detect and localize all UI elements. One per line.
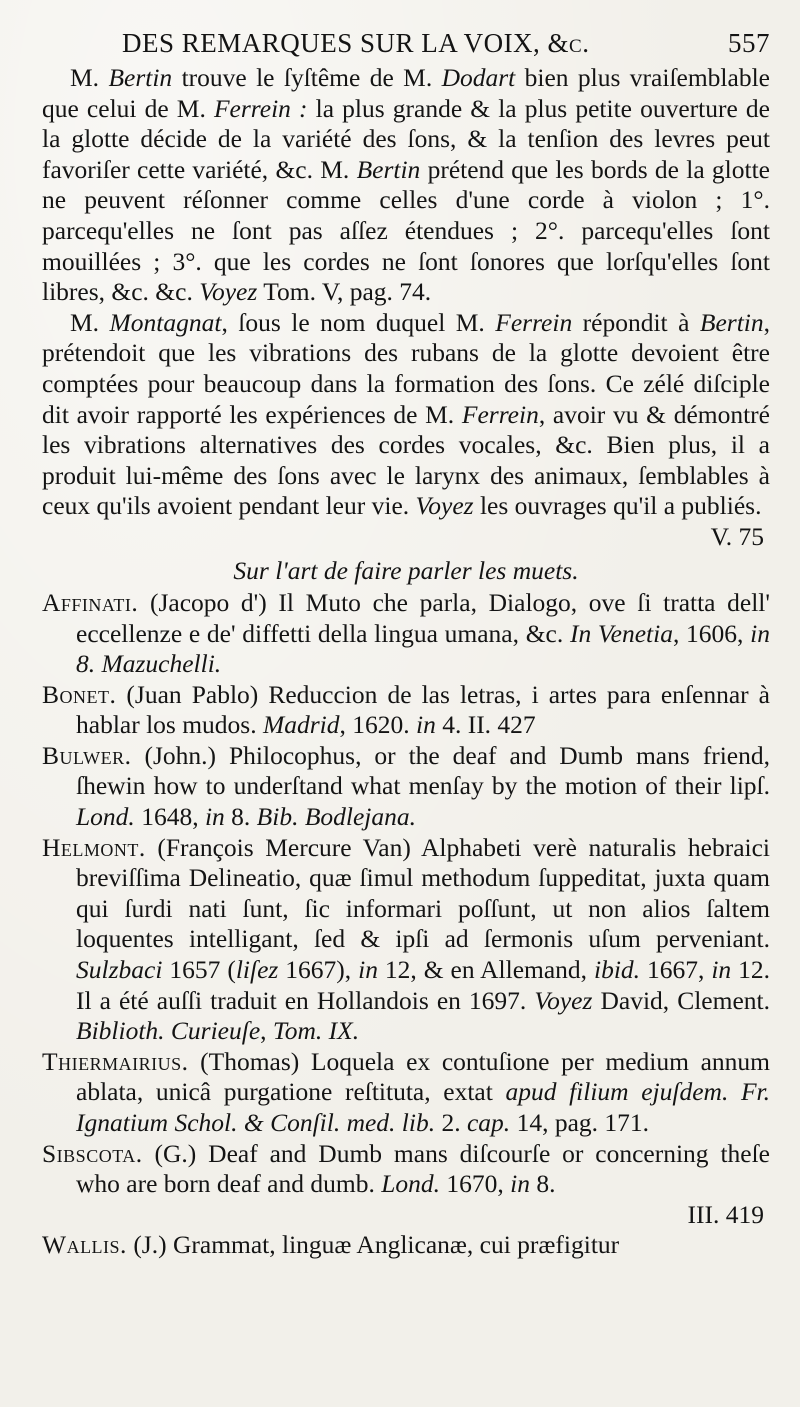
paragraph-bertin [42,63,770,308]
italic-text: Bib. Bodlejana. [256,802,417,832]
italic-text: Voyez [415,491,474,521]
italic-text: Bertin [699,307,764,337]
text-run: trouve le ſyſtême de M. [172,63,442,92]
italic-text: apud filium ejuſdem. Fr. Ignatium Schol. & Conſil. med. lib. [76,1077,770,1137]
italic-text: Ferrein : [213,93,308,123]
running-header [122,28,770,59]
text-run: 8. [529,1169,556,1199]
section-title: Sur l'art de faire parler les muets. [233,555,579,585]
text-run: , [260,1016,273,1046]
text-run: 2. [435,1108,467,1137]
author-name: Wallis. [42,1229,127,1259]
page-number: 557 [728,28,770,58]
text-run: , prétendoit que les vibrations des rubans de la glotte devoient être comptées pour beaucoup dans la formation des ſons. Ce zélé diſciple dit avoir rapporté les expériences de M. [42,307,770,429]
volume-reference: III. 419 [687,1199,764,1229]
italic-text: in [711,955,732,985]
text-run: bien plus vraiſemblable que celui de M. [42,63,770,123]
italic-text: Montagnat [109,307,222,337]
text-run: (Thomas) Loquela ex contuſione per medium annum ablata, unicâ purgatione reſtituta, extat [76,1046,770,1107]
text-run: 12, & en Allemand, [377,955,595,985]
text-run: David, Clement. [592,985,770,1015]
italic-text: in 8. Mazuchelli. [76,618,770,679]
italic-text: Ferrein [495,307,573,337]
text-run: (G.) Deaf and Dumb mans diſcourſe or concerning theſe who are born deaf and dumb. [76,1138,770,1199]
italic-text: liſez [235,955,279,985]
text-run: , 1620. [339,710,416,740]
italic-text: In Venetia [569,618,673,648]
bibliography-entry-helmont [42,833,770,1047]
text-run: M. [70,307,110,337]
text-run: la plus grande & la plus petite ouverture de la glotte décide de la variété des ſons, & la tenſion des levres peut favoriſer cette variété, &c. M. [42,93,770,184]
text-run: (François Mercure Van) Alphabeti verè naturalis hebraici breviſſima Delineatio, quæ ſimul methodum ſuppeditat, juxta quam qui ſurdi nati ſunt, ſic informari poſſunt, ut non alios ſaltem loquentes intelligant, ſed & ipſi ad ſermonis uſum perveniant. [76,832,770,954]
italic-text: Bertin [108,63,173,92]
text-run: Tom. V, pag. 74. [257,277,432,307]
italic-text: cap. [466,1108,511,1137]
italic-text: Madrid [262,710,340,740]
paragraph-montagnat [42,308,770,522]
volume-reference: V. 75 [710,521,764,551]
author-name: Bulwer. [42,740,132,770]
bibliography-entry-sibscota [42,1139,770,1200]
text-run: 1648, [134,802,205,832]
italic-text: Ferrein [461,399,539,429]
italic-text: Lond. [381,1169,441,1199]
text-run: 1667, [640,955,712,985]
bibliography-entry-bulwer [42,741,770,833]
text-run: 1670, [440,1169,511,1199]
text-run: 1657 ( [162,955,236,985]
author-name: Thiermairius. [42,1046,189,1076]
italic-text: Voyez [199,277,258,307]
text-run: prétend que les bords de la glotte ne peuvent réſonner comme celles d'une corde à violon ; 1°. parcequ'elles ne ſont pas aſſez étendues ; 2°. parcequ'elles ſont mouillées ; 3°. que les cordes ne ſont ſonores que lorſqu'elles ſont libres, &c. &c. [42,154,770,307]
author-name: Affinati. [42,587,139,617]
text-run: (J.) Grammat, linguæ Anglicanæ, cui præfigitur [126,1229,620,1259]
text-run: 12. Il a été auſſi traduit en Hollandois en 1697. [76,955,771,1015]
text-run: (Juan Pablo) Reduccion de las letras, i artes para enſennar à hablar los mudos. [76,679,770,740]
text-run: 14, pag. 171. [510,1108,650,1137]
italic-text: Sulzbaci [76,955,163,985]
text-run: répondit à [572,307,700,337]
author-name: Helmont. [42,832,146,862]
italic-text: Voyez [534,985,593,1015]
bibliography-entry-affinati [42,588,770,680]
running-title: DES REMARQUES SUR LA VOIX, &c. [122,28,590,58]
text-run: les ouvrages qu'il a publiés. [473,491,762,521]
italic-text: Biblioth. Curieuſe [76,1016,261,1046]
italic-text: Bertin [356,154,421,184]
text-run: 4. II. 427 [435,710,536,740]
text-run: M. [70,63,109,92]
italic-text: ibid. [594,955,641,985]
text-run: , avoir vu & démontré les vibrations alternatives des cordes vocales, &c. Bien plus, il a produit lui-même des ſons avec le larynx des animaux, ſemblables à ceux qu'ils avoient pendant leur vie. [42,399,770,521]
text-run: 1667), [278,955,359,985]
italic-text: Tom. IX. [272,1016,360,1046]
italic-text: in [415,710,436,740]
bibliography-entry-thiermairius [42,1047,770,1139]
italic-text: Dodart [441,63,516,92]
author-name: Sibscota. [42,1138,143,1168]
text-run: 8. [224,802,257,832]
text-run: , ſous le nom duquel M. [221,307,496,337]
author-name: Bonet. [42,679,117,709]
italic-text: in [204,802,225,832]
italic-text: in [510,1169,530,1199]
text-run: (Jacopo d') Il Muto che parla, Dialogo, ove ſi tratta dell' eccellenze e de' diffetti della lingua umana, &c. [76,587,770,648]
text-run: (John.) Philocophus, or the deaf and Dumb mans friend, ſhewin how to underſtand what menſay by the motion of their lipſ. [76,740,770,801]
text-run: , 1606, [672,618,751,648]
bibliography-entry-bonet [42,680,770,741]
italic-text: Lond. [76,802,135,832]
italic-text: in [358,955,378,985]
bibliography-entry-wallis [42,1230,770,1261]
